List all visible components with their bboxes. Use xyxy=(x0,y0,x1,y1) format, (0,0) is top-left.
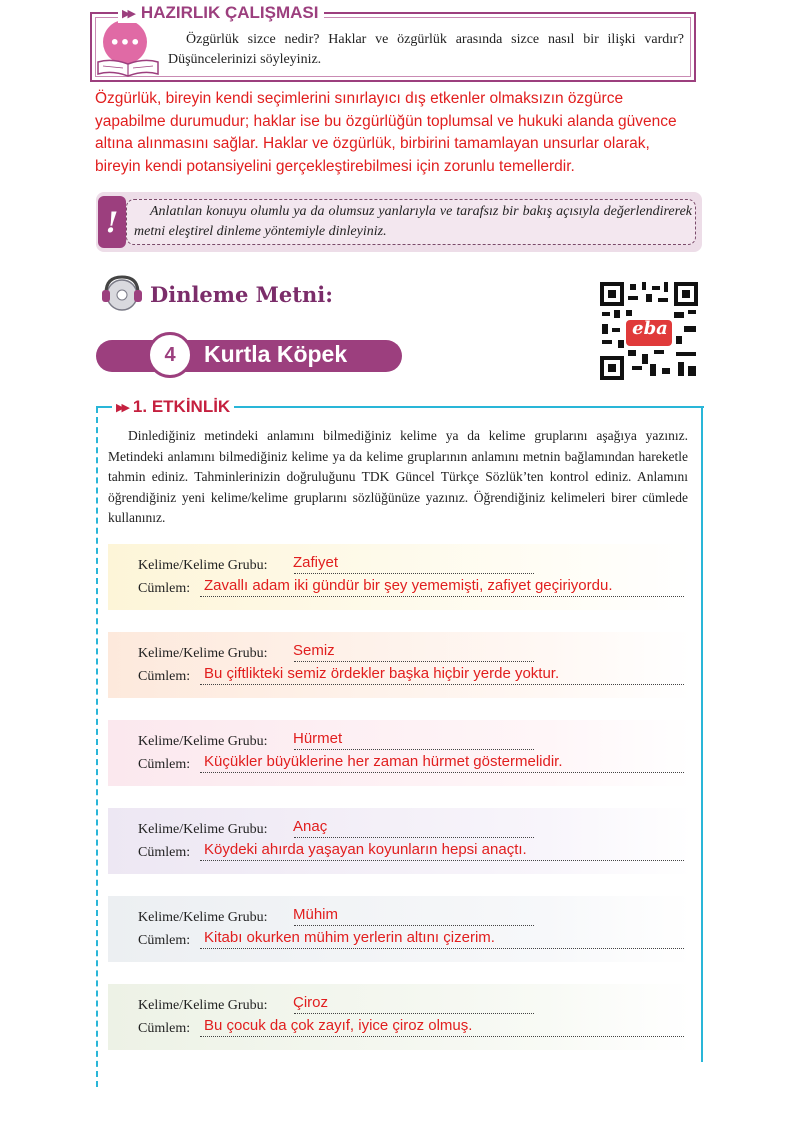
sentence-answer: Kitabı okurken mühim yerlerin altını çizerim. xyxy=(204,929,495,946)
vocab-item xyxy=(108,896,692,962)
word-answer: Mühim xyxy=(293,906,339,923)
word-answer: Çiroz xyxy=(293,994,329,1011)
sentence-label: Cümlem: xyxy=(138,933,191,948)
exclamation-icon: ! xyxy=(98,196,126,248)
preparation-title: HAZIRLIK ÇALIŞMASI xyxy=(140,3,319,22)
word-line[interactable] xyxy=(294,749,534,750)
sentence-line[interactable] xyxy=(200,1036,684,1037)
word-answer: Anaç xyxy=(293,818,328,835)
word-answer: Hürmet xyxy=(293,730,343,747)
sentence-label: Cümlem: xyxy=(138,845,191,860)
word-line[interactable] xyxy=(294,661,534,662)
listening-title: Dinleme Metni: xyxy=(150,282,333,307)
double-arrow-icon: ▶▶ xyxy=(122,6,133,20)
sentence-answer: Zavallı adam iki gündür bir şey yememişti, zafiyet geçiriyordu. xyxy=(204,577,613,594)
speech-bubble-icon: ••• xyxy=(103,20,147,64)
activity-title: 1. ETKİNLİK xyxy=(132,397,231,416)
sentence-answer: Bu çocuk da çok zayıf, iyice çiroz olmuş. xyxy=(204,1017,473,1034)
sentence-line[interactable] xyxy=(200,860,684,861)
word-label: Kelime/Kelime Grubu: xyxy=(138,646,268,661)
sentence-line[interactable] xyxy=(200,596,684,597)
activity-frame-left xyxy=(96,407,98,1087)
note-text: Anlatılan konuyu olumlu ya da olumsuz yanlarıyla ve tarafsız bir bakış açısıyla değerlendirerek metni eleştirel dinleme yöntemiyle dinleyiniz. xyxy=(134,204,692,239)
word-answer: Zafiyet xyxy=(293,554,339,571)
sentence-answer: Köydeki ahırda yaşayan koyunların hepsi anaçtı. xyxy=(204,841,527,858)
activity-instructions: Dinlediğiniz metindeki anlamını bilmediğiniz kelime ya da kelime gruplarını aşağıya yazınız. Metindeki anlamını bilmediğiniz kelime ya da kelime gruplarının anlamını metnin bağlamından hareketle tahmin ediniz. Tahminlerinizin doğruluğunu TDK Güncel Türkçe Sözlük’ten kontrol ediniz. Anlamını öğrendiğiniz yeni kelime/kelime gruplarını sözlüğünüze yazınız. Öğrendiğiniz kelimeleri birer cümlede kullanınız. xyxy=(108,428,688,525)
word-line[interactable] xyxy=(294,573,534,574)
preparation-heading xyxy=(118,3,324,23)
vocab-item xyxy=(108,808,692,874)
sentence-line[interactable] xyxy=(200,948,684,949)
sentence-line[interactable] xyxy=(200,684,684,685)
sentence-answer: Bu çiftlikteki semiz ördekler başka hiçbir yerde yoktur. xyxy=(204,665,560,682)
vocab-item xyxy=(108,632,692,698)
vocab-item xyxy=(108,544,692,610)
preparation-question: Özgürlük sizce nedir? Haklar ve özgürlük arasında sizce nasıl bir ilişki vardır? Düşüncelerinizi söyleyiniz. xyxy=(168,32,684,67)
story-number: 4 xyxy=(147,332,193,378)
sentence-label: Cümlem: xyxy=(138,1021,191,1036)
open-book-icon xyxy=(94,56,162,78)
headphones-icon xyxy=(100,273,144,313)
word-answer: Semiz xyxy=(293,642,335,659)
word-label: Kelime/Kelime Grubu: xyxy=(138,910,268,925)
word-label: Kelime/Kelime Grubu: xyxy=(138,998,268,1013)
word-line[interactable] xyxy=(294,1013,534,1014)
word-label: Kelime/Kelime Grubu: xyxy=(138,822,268,837)
activity-heading xyxy=(112,397,234,417)
sentence-answer: Küçükler büyüklerine her zaman hürmet göstermelidir. xyxy=(204,753,563,770)
double-arrow-icon: ▶▶ xyxy=(116,400,127,414)
vocab-item xyxy=(108,720,692,786)
word-label: Kelime/Kelime Grubu: xyxy=(138,734,268,749)
word-label: Kelime/Kelime Grubu: xyxy=(138,558,268,573)
activity-frame-right xyxy=(701,406,703,1062)
sentence-label: Cümlem: xyxy=(138,581,191,596)
word-line[interactable] xyxy=(294,925,534,926)
student-answer: Özgürlük, bireyin kendi seçimlerini sınırlayıcı dış etkenler olmaksızın özgürce yapabilme durumudur; haklar ise bu özgürlüğün toplumsal ve hukuki alanda güvence altına alınmasını sağlar. Haklar ve özgürlük, birbirini tamamlayan unsurlar olarak, bireyin kendi potansiyelini gerçekleştirebilmesi için zorunlu temellerdir. xyxy=(95,90,677,175)
sentence-line[interactable] xyxy=(200,772,684,773)
vocab-item xyxy=(108,984,692,1050)
sentence-label: Cümlem: xyxy=(138,669,191,684)
story-title: Kurtla Köpek xyxy=(204,341,348,367)
sentence-label: Cümlem: xyxy=(138,757,191,772)
word-line[interactable] xyxy=(294,837,534,838)
qr-eba-label: eba xyxy=(632,318,668,339)
